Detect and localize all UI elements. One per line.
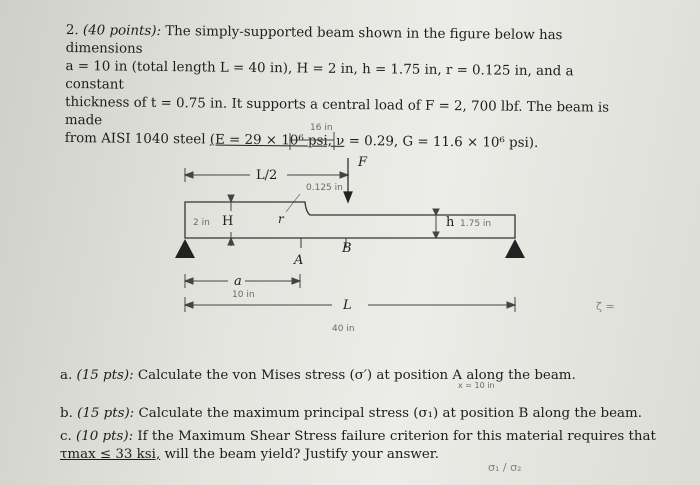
problem-number: 2. xyxy=(65,22,79,39)
side-note: ζ = xyxy=(596,300,615,313)
dim-h xyxy=(433,209,439,238)
question-c-text-1: If the Maximum Shear Stress failure criterion for this material requires that xyxy=(137,429,656,444)
question-a-label: a. xyxy=(60,368,73,383)
question-b-label: b. xyxy=(60,406,73,421)
question-b-text: Calculate the maximum principal stress (σ₁) at position B along the beam. xyxy=(138,406,642,421)
question-c-text-2: τmax ≤ 33 ksi, xyxy=(60,447,161,462)
hand-10in: 10 in xyxy=(232,290,255,300)
hand-16in: 16 in xyxy=(310,123,333,133)
question-c-label: c. xyxy=(60,429,72,444)
force-arrow xyxy=(344,158,352,202)
hand-fillet-radius: 0.125 in xyxy=(306,183,343,193)
question-c xyxy=(60,428,665,464)
label-A: A xyxy=(294,253,304,268)
left-support xyxy=(175,239,195,258)
material-properties: (E = 29 × 10⁶ psi, ν xyxy=(209,132,345,149)
question-c-points: (10 pts): xyxy=(76,429,134,444)
question-a xyxy=(60,367,576,385)
hand-40in: 40 in xyxy=(332,324,355,334)
label-H: H xyxy=(222,214,234,229)
label-r: r xyxy=(278,212,284,226)
question-a-text: Calculate the von Mises stress (σ′) at position A along the beam. xyxy=(137,368,576,383)
problem-line-3: thickness of t = 0.75 in. It supports a central load of F = 2, 700 lbf. The beam is made xyxy=(64,94,610,129)
label-half-length: L/2 xyxy=(256,168,278,183)
label-B: B xyxy=(342,241,352,256)
fillet-leader xyxy=(286,194,300,212)
label-a: a xyxy=(234,274,242,289)
problem-line-2: a = 10 in (total length L = 40 in), H = 2 in, h = 1.75 in, r = 0.125 in, and a constant xyxy=(65,58,574,93)
right-support xyxy=(505,239,525,258)
problem-text-1: The simply-supported beam shown in the figure below has dimensions xyxy=(65,24,563,57)
question-a-points: (15 pts): xyxy=(76,368,134,383)
problem-text-4-pre: from AISI 1040 steel xyxy=(64,130,206,148)
problem-points: (40 points): xyxy=(82,23,162,39)
sigma-note: σ₁ / σ₂ xyxy=(488,461,522,474)
problem-text-4-post: = 0.29, G = 11.6 × 10⁶ psi). xyxy=(344,133,539,151)
dim-a xyxy=(185,274,300,288)
label-L: L xyxy=(343,298,352,313)
dim-16in-sketch xyxy=(290,132,334,150)
label-h: h xyxy=(446,215,455,230)
question-b xyxy=(60,405,642,423)
hand-2in: 2 in xyxy=(193,218,210,228)
question-b-points: (15 pts): xyxy=(77,406,135,421)
hand-h: 1.75 in xyxy=(460,219,492,229)
x-note: x = 10 in xyxy=(458,381,495,390)
question-c-text-3: will the beam yield? Justify your answer. xyxy=(160,447,439,462)
label-force: F xyxy=(358,155,368,170)
